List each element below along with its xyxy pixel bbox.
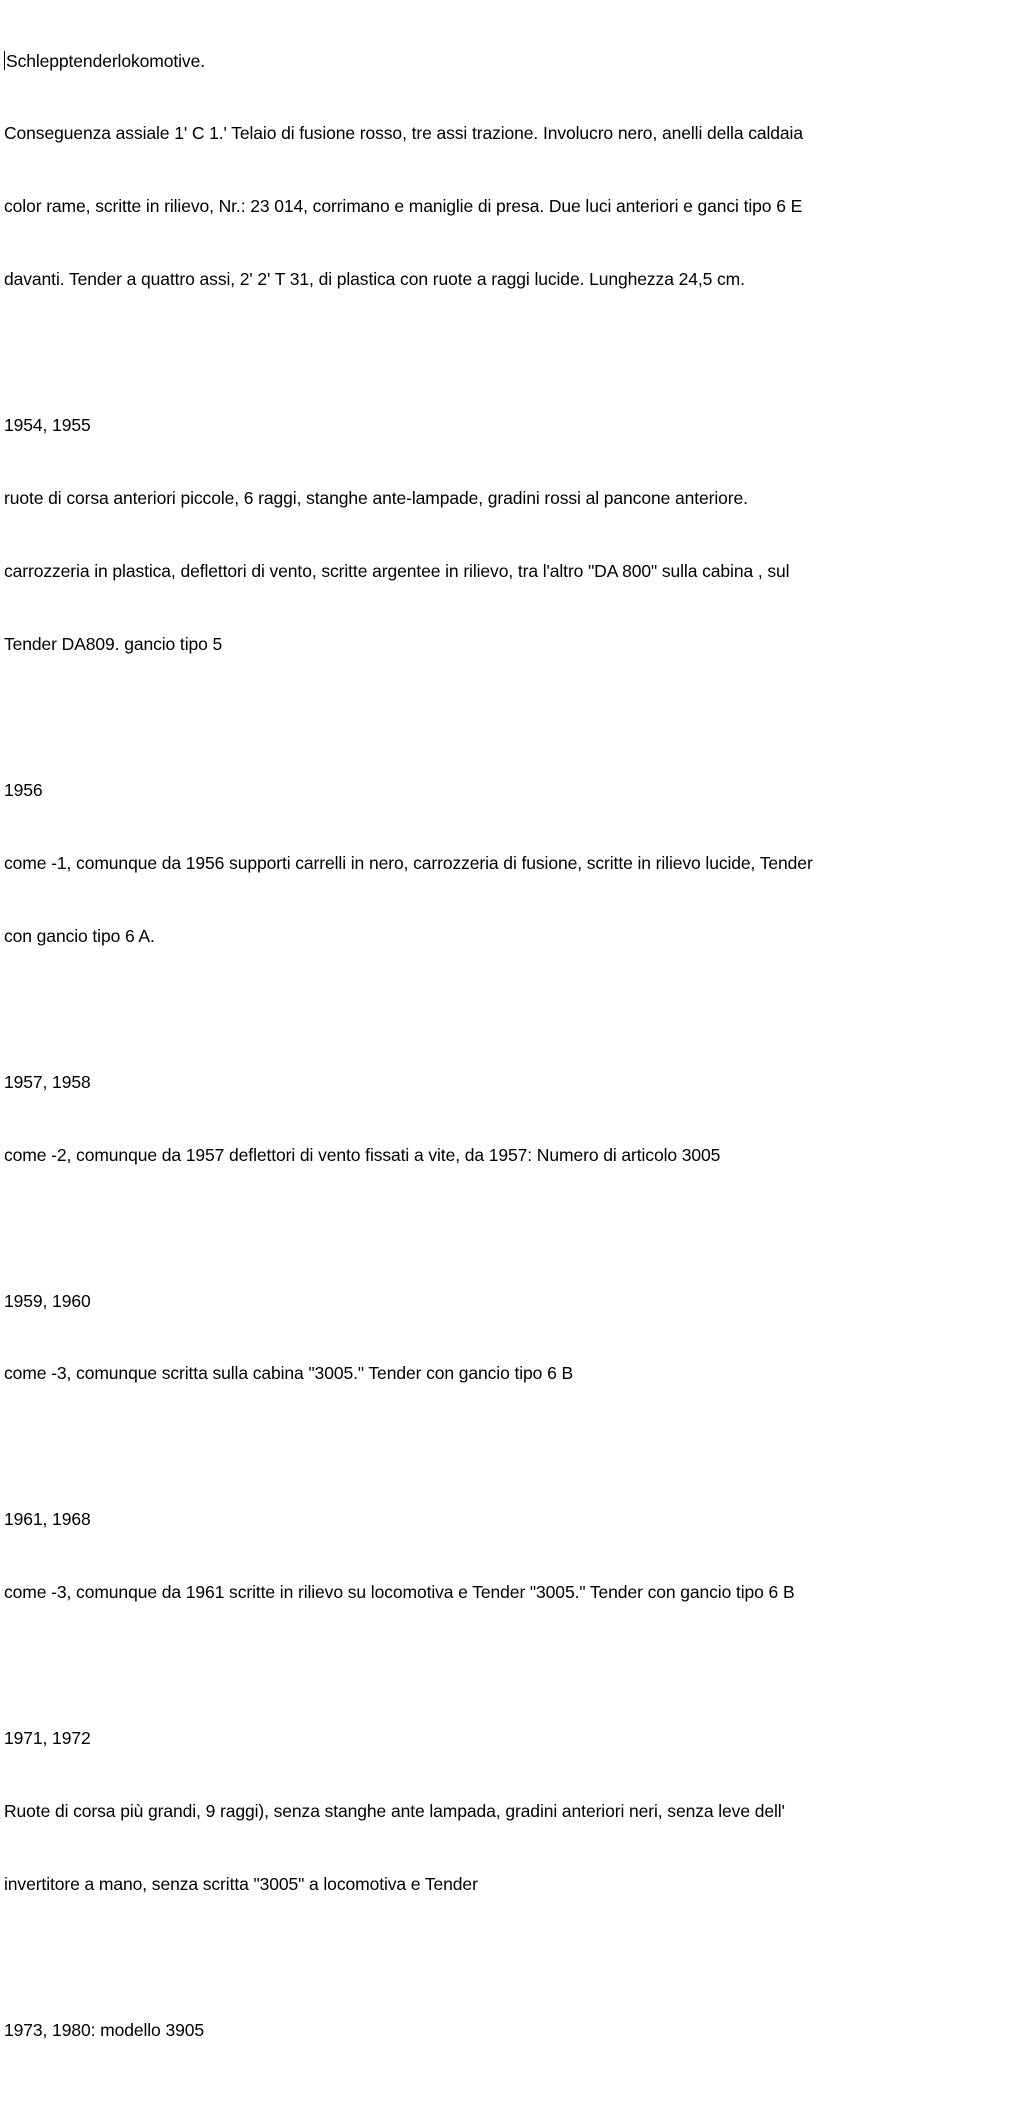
- document-title: Schlepptenderlokomotive.: [6, 50, 205, 71]
- section-years: 1971, 1972: [4, 1728, 91, 1749]
- intro-line: davanti. Tender a quattro assi, 2' 2' T 31, di plastica con ruote a raggi lucide. Lunghezza 24,5 cm.: [4, 269, 745, 290]
- section-years: 1957, 1958: [4, 1071, 91, 1092]
- section-years: 1961, 1968: [4, 1509, 91, 1530]
- footer-line: 1973, 1980: modello 3905: [4, 2020, 204, 2041]
- section-1959-1960: [4, 1240, 1020, 1434]
- text-cursor: [4, 51, 5, 70]
- section-1956: [4, 729, 1020, 996]
- intro-line: Conseguenza assiale 1' C 1.' Telaio di fusione rosso, tre assi trazione. Involucro nero, anelli della caldaia: [4, 123, 803, 144]
- section-line: Tender DA809. gancio tipo 5: [4, 633, 223, 654]
- section-line: invertitore a mano, senza scritta "3005" a locomotiva e Tender: [4, 1874, 478, 1895]
- section-line: come -2, comunque da 1957 deflettori di vento fissati a vite, da 1957: Numero di articolo 3005: [4, 1144, 721, 1165]
- section-line: come -3, comunque scritta sulla cabina "3005." Tender con gancio tipo 6 B: [4, 1363, 574, 1384]
- section-line: ruote di corsa anteriori piccole, 6 raggi, stanghe ante-lampade, gradini rossi al pancone anteriore.: [4, 488, 748, 509]
- document-body[interactable]: [4, 0, 1020, 2115]
- section-line: come -3, comunque da 1961 scritte in rilievo su locomotiva e Tender "3005." Tender con gancio tipo 6 B: [4, 1582, 795, 1603]
- section-years: 1956: [4, 779, 43, 800]
- section-years: 1954, 1955: [4, 415, 91, 436]
- footer-paragraph: [4, 1969, 1020, 2090]
- section-1971-1972: [4, 1678, 1020, 1945]
- section-line: carrozzeria in plastica, deflettori di vento, scritte argentee in rilievo, tra l'altro "DA 800" sulla cabina , sul: [4, 561, 790, 582]
- section-line: con gancio tipo 6 A.: [4, 925, 155, 946]
- section-line: Ruote di corsa più grandi, 9 raggi), senza stanghe ante lampada, gradini anteriori neri, senza leve dell': [4, 1801, 785, 1822]
- intro-paragraph: [4, 0, 1020, 340]
- document-title-line: [4, 49, 1020, 73]
- section-1961-1968: [4, 1459, 1020, 1653]
- intro-line: color rame, scritte in rilievo, Nr.: 23 014, corrimano e maniglie di presa. Due luci anteriori e ganci tipo 6 E: [4, 196, 803, 217]
- section-1957-1958: [4, 1021, 1020, 1215]
- section-1954-1955: [4, 365, 1020, 705]
- section-line: come -1, comunque da 1956 supporti carrelli in nero, carrozzeria di fusione, scritte in rilievo lucide, Tender: [4, 852, 813, 873]
- section-years: 1959, 1960: [4, 1290, 91, 1311]
